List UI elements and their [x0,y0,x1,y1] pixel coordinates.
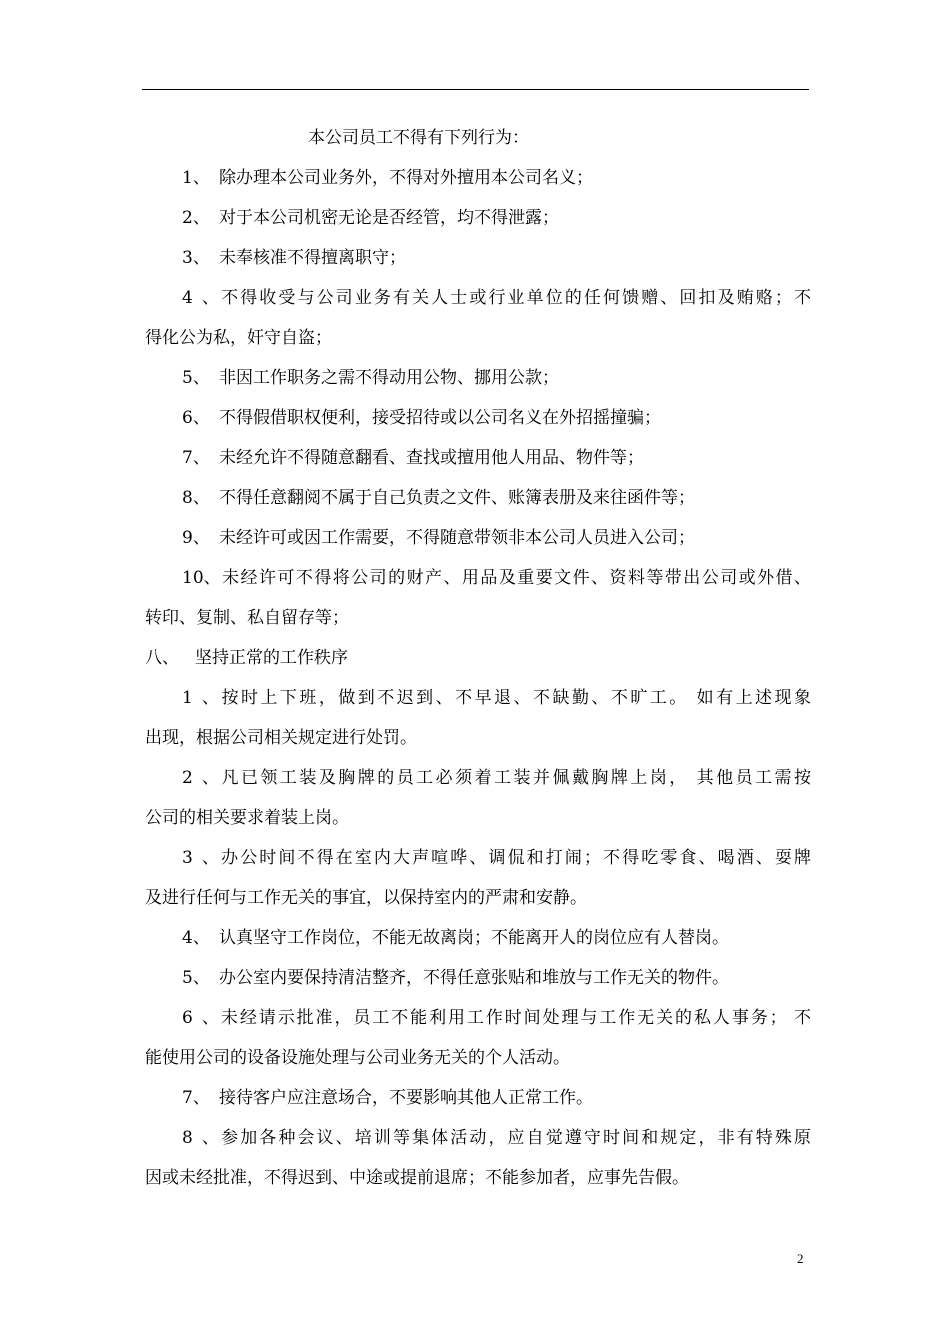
item-number: 8、 [182,1128,219,1148]
list-item [145,918,811,958]
item-number: 8、 [182,488,210,508]
item-number: 1、 [182,168,210,188]
item-number: 4、 [182,928,210,948]
document-body [145,118,811,1198]
item-number: 2、 [182,208,210,228]
item-number: 7、 [182,448,210,468]
item-number: 1、 [182,688,219,708]
item-number: 2、 [182,768,219,788]
list-item [145,238,811,278]
page-number: 2 [797,1251,804,1266]
item-text: 凡已领工装及胸牌的员工必须着工装并佩戴胸牌上岗， 其他员工需按 [219,768,811,788]
item-text: 未经允许不得随意翻看、查找或擅用他人用品、物件等； [219,448,644,468]
item-text: 不得假借职权便利，接受招待或以公司名义在外招摇撞骗； [219,408,661,428]
item-text: 对于本公司机密无论是否经管，均不得泄露； [219,208,559,228]
list-item [145,558,811,598]
item-continuation: 得化公为私，奸守自盗； [145,328,332,348]
item-text: 未经许可或因工作需要，不得随意带领非本公司人员进入公司； [219,528,695,548]
list-item [145,678,811,718]
item-text: 未经许可不得将公司的财产、用品及重要文件、资料等带出公司或外借、 [220,568,811,588]
item-text: 接待客户应注意场合，不要影响其他人正常工作。 [219,1088,593,1108]
item-continuation: 公司的相关要求着装上岗。 [145,808,349,828]
list-item [145,478,811,518]
item-number: 9、 [182,528,210,548]
item-number: 10、 [182,568,221,588]
item-text: 办公室内要保持清洁整齐，不得任意张贴和堆放与工作无关的物件。 [219,968,729,988]
item-number: 7、 [182,1088,210,1108]
item-number: 3、 [182,248,210,268]
intro-paragraph: 本公司员工不得有下列行为： [308,128,529,148]
item-continuation: 转印、复制、私自留存等； [145,608,349,628]
item-number: 5、 [182,368,210,388]
item-text: 非因工作职务之需不得动用公物、挪用公款； [219,368,559,388]
item-number: 3、 [182,848,219,868]
list-item [145,1118,811,1158]
header-rule [142,89,809,90]
list-item [145,1078,811,1118]
item-text: 按时上下班，做到不迟到、不早退、不缺勤、不旷工。 如有上述现象 [219,688,811,708]
list-item [145,838,811,878]
item-number: 6、 [182,1008,219,1028]
item-text: 不得收受与公司业务有关人士或行业单位的任何馈赠、回扣及贿赂；不 [219,288,811,308]
list-item [145,958,811,998]
item-continuation: 能使用公司的设备设施处理与公司业务无关的个人活动。 [145,1048,570,1068]
item-continuation: 及进行任何与工作无关的事宜，以保持室内的严肃和安静。 [145,888,587,908]
item-number: 4、 [182,288,219,308]
item-continuation: 因或未经批准，不得迟到、中途或提前退席；不能参加者，应事先告假。 [145,1168,689,1188]
item-continuation: 出现，根据公司相关规定进行处罚。 [145,728,417,748]
item-text: 除办理本公司业务外，不得对外擅用本公司名义； [219,168,593,188]
item-number: 5、 [182,968,210,988]
list-item [145,998,811,1038]
list-item [145,158,811,198]
list-item [145,758,811,798]
list-item [145,518,811,558]
list-item [145,278,811,318]
section-heading [145,638,811,678]
list-item [145,398,811,438]
list-item [145,438,811,478]
item-text: 未奉核准不得擅离职守； [219,248,406,268]
item-text: 未经请示批准，员工不能利用工作时间处理与工作无关的私人事务； 不 [219,1008,811,1028]
section-title: 坚持正常的工作秩序 [195,648,348,668]
item-text: 认真坚守工作岗位，不能无故离岗；不能离开人的岗位应有人替岗。 [219,928,729,948]
list-item [145,198,811,238]
list-item [145,358,811,398]
section-number: 八、 [145,648,179,668]
item-text: 办公时间不得在室内大声喧哗、调侃和打闹；不得吃零食、喝酒、耍牌 [219,848,811,868]
item-number: 6、 [182,408,210,428]
item-text: 不得任意翻阅不属于自己负责之文件、账簿表册及来往函件等； [219,488,695,508]
item-text: 参加各种会议、培训等集体活动，应自觉遵守时间和规定，非有特殊原 [219,1128,811,1148]
